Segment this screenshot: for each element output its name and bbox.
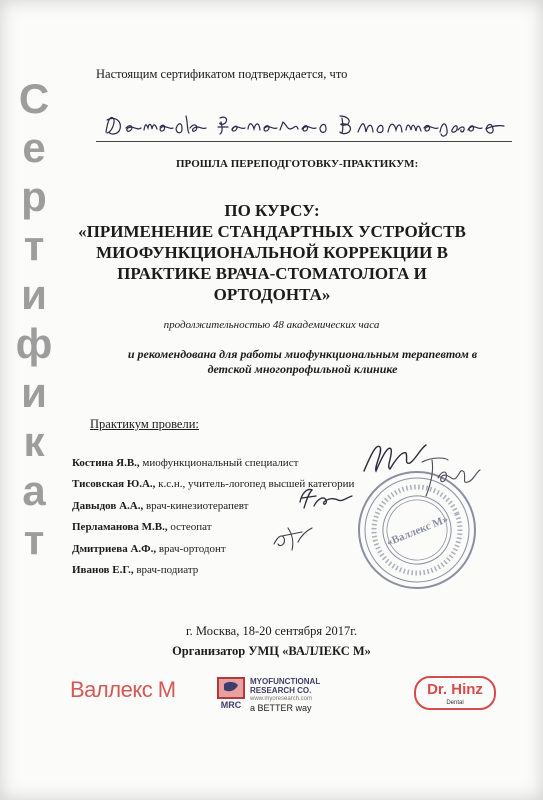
name-underline bbox=[96, 141, 512, 142]
stamp-label: «Валлекс М» bbox=[384, 513, 450, 549]
staff-role: врач-кинезиотерапевт bbox=[143, 499, 249, 512]
mrc-logo bbox=[216, 676, 376, 713]
staff-row bbox=[72, 560, 354, 581]
recommendation-line: и рекомендована для работы миофункциональным терапевтом в bbox=[127, 347, 478, 361]
hinz-main: Dr. Hinz bbox=[427, 681, 483, 698]
staff-name: Костина Я.В., bbox=[72, 457, 140, 469]
handwritten-name bbox=[100, 108, 510, 142]
staff-role: врач-подиатр bbox=[133, 564, 199, 577]
dr-hinz-logo bbox=[414, 676, 496, 710]
staff-role: миофункциональный специалист bbox=[139, 457, 299, 469]
vertical-letter: ф bbox=[15, 320, 53, 367]
vertical-letter: С bbox=[18, 75, 50, 122]
vertical-letter: а bbox=[22, 467, 46, 514]
mrc-title-2: RESEARCH CO. bbox=[250, 686, 312, 695]
mrc-url: www.myoresearch.com bbox=[250, 696, 313, 702]
staff-name: Иванов Е.Г., bbox=[72, 564, 134, 577]
signature-davydov bbox=[296, 484, 356, 512]
vertical-letter: т bbox=[23, 516, 45, 563]
signature-dmitrieva bbox=[268, 520, 318, 554]
signature-tisovskaya bbox=[418, 452, 484, 502]
course-line: ОРТОДОНТА» bbox=[213, 285, 331, 304]
hinz-sub: Dental bbox=[446, 700, 464, 706]
organizer: Организатор УМЦ «ВАЛЛЕКС М» bbox=[172, 644, 371, 658]
staff-name: Тисовская Ю.А., bbox=[72, 478, 156, 491]
staff-list bbox=[72, 453, 354, 581]
vallex-logo: Валлекс М bbox=[70, 677, 176, 702]
course-title bbox=[72, 200, 472, 305]
vertical-letter: и bbox=[21, 271, 47, 318]
recommendation-line: детской многопрофильной клинике bbox=[207, 362, 398, 376]
mrc-text bbox=[250, 677, 320, 713]
staff-role: к.с.н., учитель-логопед высшей категории bbox=[155, 478, 355, 491]
staff-name: Перламанова М.В., bbox=[72, 521, 168, 534]
staff-name: Дмитриева А.Ф., bbox=[72, 542, 157, 555]
mrc-title-1: MYOFUNCTIONAL bbox=[250, 677, 321, 686]
course-line: МИОФУНКЦИОНАЛЬНОЙ КОРРЕКЦИИ В bbox=[96, 243, 448, 262]
course-duration: продолжительностью 48 академических часа bbox=[163, 319, 380, 331]
staff-row bbox=[72, 453, 354, 474]
mrc-emblem-icon bbox=[216, 676, 246, 710]
vertical-letter: и bbox=[21, 369, 47, 416]
passed-heading: ПРОШЛА ПЕРЕПОДГОТОВКУ-ПРАКТИКУМ: bbox=[176, 158, 419, 170]
vertical-letter: е bbox=[22, 124, 46, 171]
city-date: г. Москва, 18-20 сентября 2017г. bbox=[185, 624, 358, 638]
course-line: ПО КУРСУ: bbox=[224, 201, 320, 220]
recommendation-text bbox=[80, 347, 525, 377]
course-line: ПРАКТИКЕ ВРАЧА-СТОМАТОЛОГА И bbox=[117, 264, 427, 283]
intro-text: Настоящим сертификатом подтверждается, что bbox=[96, 67, 348, 81]
vertical-letter: т bbox=[23, 222, 45, 269]
staff-name: Давыдов А.А., bbox=[72, 499, 144, 512]
course-line: «ПРИМЕНЕНИЕ СТАНДАРТНЫХ УСТРОЙСТВ bbox=[78, 222, 466, 241]
vertical-letter: к bbox=[23, 418, 45, 465]
vertical-letter: р bbox=[21, 173, 47, 220]
staff-role: врач-ортодонт bbox=[156, 542, 226, 555]
staff-role: остеопат bbox=[167, 521, 212, 534]
conducted-label: Практикум провели: bbox=[90, 417, 199, 431]
mrc-badge: MRC bbox=[220, 700, 242, 710]
mrc-tagline: a BETTER way bbox=[250, 703, 312, 713]
